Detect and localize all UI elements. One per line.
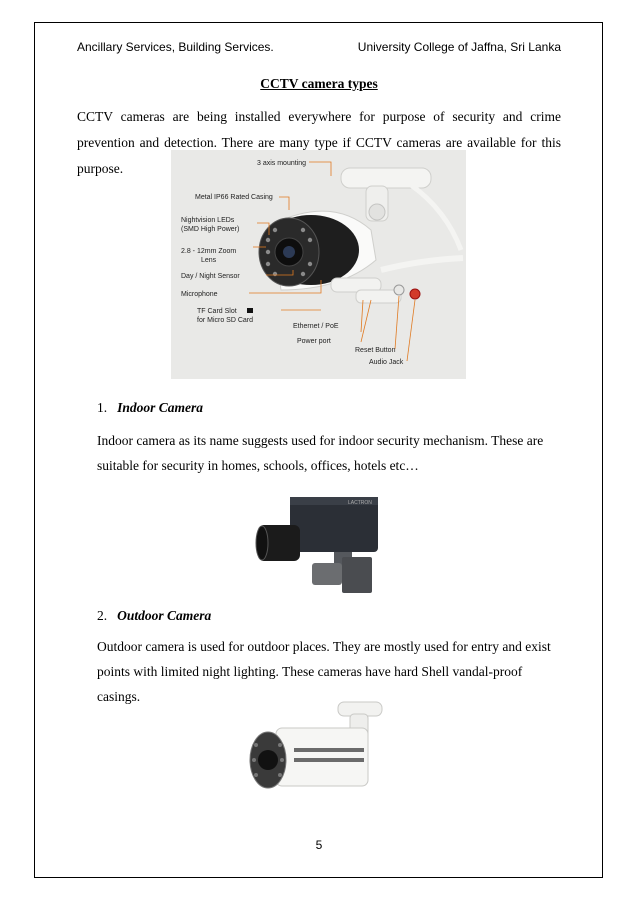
section-number: 2. <box>97 608 108 623</box>
section-number: 1. <box>97 400 108 415</box>
outdoor-camera-lens-icon <box>258 750 278 770</box>
header-right: University College of Jaffna, Sri Lanka <box>357 40 561 54</box>
outdoor-camera-body <box>276 728 368 786</box>
label-leds-1: Nightvision LEDs <box>181 217 235 224</box>
label-tf-1: TF Card Slot <box>197 308 237 315</box>
label-audio: Audio Jack <box>369 359 404 366</box>
section-indoor-text: Indoor camera as its name suggests used for indoor security mechanism. These are suitable for security in homes, schools, offices, hotels etc… <box>97 433 544 473</box>
label-lens-1: 2.8 - 12mm Zoom <box>181 248 237 255</box>
indoor-camera-bracket <box>342 557 372 593</box>
label-mic: Microphone <box>181 291 218 298</box>
lens-glass <box>283 246 295 258</box>
label-casing: Metal IP66 Rated Casing <box>195 194 273 201</box>
section-indoor-heading <box>97 400 203 416</box>
outdoor-camera-image <box>246 700 391 805</box>
section-title: Indoor Camera <box>117 400 204 415</box>
label-power: Power port <box>297 338 331 345</box>
audio-jack-icon <box>410 289 420 299</box>
label-lens-2: Lens <box>201 257 217 264</box>
label-mounting: 3 axis mounting <box>257 160 307 167</box>
cable <box>411 185 461 250</box>
indoor-camera-lens-icon <box>256 526 268 560</box>
reset-button-icon <box>394 285 404 295</box>
label-ethernet: Ethernet / PoE <box>293 323 339 330</box>
header-left: Ancillary Services, Building Services. <box>77 40 274 54</box>
mount-plate <box>341 168 431 188</box>
indoor-camera-brand: LACTRON <box>348 500 372 506</box>
section-title: Outdoor Camera <box>117 608 212 623</box>
mount-joint <box>369 204 385 220</box>
cctv-annotated-figure <box>171 150 466 379</box>
intro-paragraph: CCTV cameras are being installed everywhere for purpose of security and crime prevention and detection. There are many type if CCTV cameras are available for this purpose. <box>77 109 561 176</box>
section-outdoor-text: Outdoor camera is used for outdoor places. They are mostly used for entry and exist points with limited night lighting. These cameras have hard Shell vandal-proof casings. <box>97 639 551 704</box>
label-tf-2: for Micro SD Card <box>197 317 254 324</box>
indoor-camera-joint <box>312 563 342 585</box>
label-leds-2: (SMD High Power) <box>181 226 240 233</box>
cable-bundle <box>381 258 463 270</box>
page-number: 5 <box>315 838 323 852</box>
page-title: CCTV camera types <box>260 76 378 91</box>
label-sensor: Day / Night Sensor <box>181 273 240 280</box>
indoor-camera-image <box>250 487 385 610</box>
outdoor-camera-stripe <box>294 758 364 762</box>
cctv-diagram <box>171 150 466 379</box>
outdoor-camera-stripe <box>294 748 364 752</box>
section-outdoor-heading <box>97 608 211 624</box>
label-reset: Reset Button <box>355 347 396 354</box>
sd-card-icon <box>247 308 253 313</box>
